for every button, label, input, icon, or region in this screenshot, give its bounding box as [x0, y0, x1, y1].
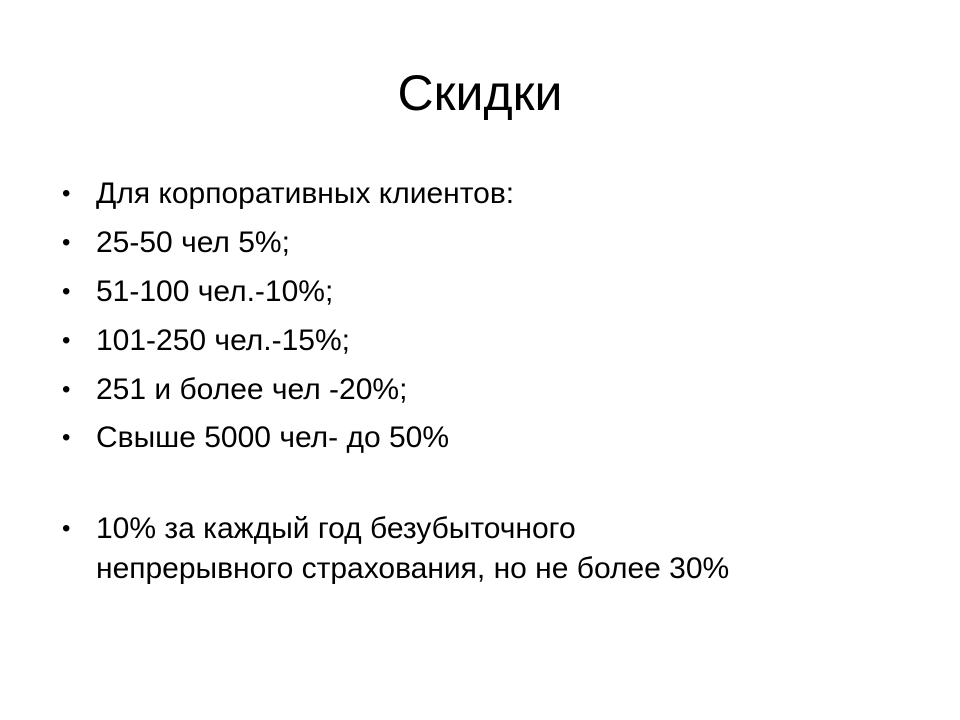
bullet-icon: •	[62, 180, 71, 207]
bullet-item-25-50	[62, 223, 916, 263]
bullet-text: Для корпоративных клиентов:	[96, 177, 515, 210]
bullet-text-line-1: 10% за каждый год безубыточного	[96, 512, 576, 545]
bullet-item-corporate	[62, 174, 916, 214]
bullet-icon: •	[62, 229, 71, 256]
slide-title: Скидки	[397, 65, 563, 121]
bullet-icon: •	[62, 515, 71, 542]
bullet-icon: •	[62, 278, 71, 305]
bullet-item-251-plus	[62, 370, 916, 410]
bullet-icon: •	[62, 327, 71, 354]
bullet-text: 251 и более чел -20%;	[96, 373, 408, 406]
bullet-text: 101-250 чел.-15%;	[96, 324, 350, 357]
bullet-item-51-100	[62, 272, 916, 312]
bullet-icon: •	[62, 376, 71, 403]
bullet-item-101-250	[62, 321, 916, 361]
bullet-icon: •	[62, 424, 71, 451]
bullet-text-line-2: непрерывного страхования, но не более 30%	[96, 552, 730, 585]
bullet-text: 25-50 чел 5%;	[96, 226, 290, 259]
bullet-text: Свыше 5000 чел- до 50%	[96, 421, 450, 454]
bullet-item-over-5000	[62, 418, 916, 458]
bullet-text: 51-100 чел.-10%;	[96, 275, 334, 308]
bullet-item-loss-free-years	[62, 509, 916, 589]
